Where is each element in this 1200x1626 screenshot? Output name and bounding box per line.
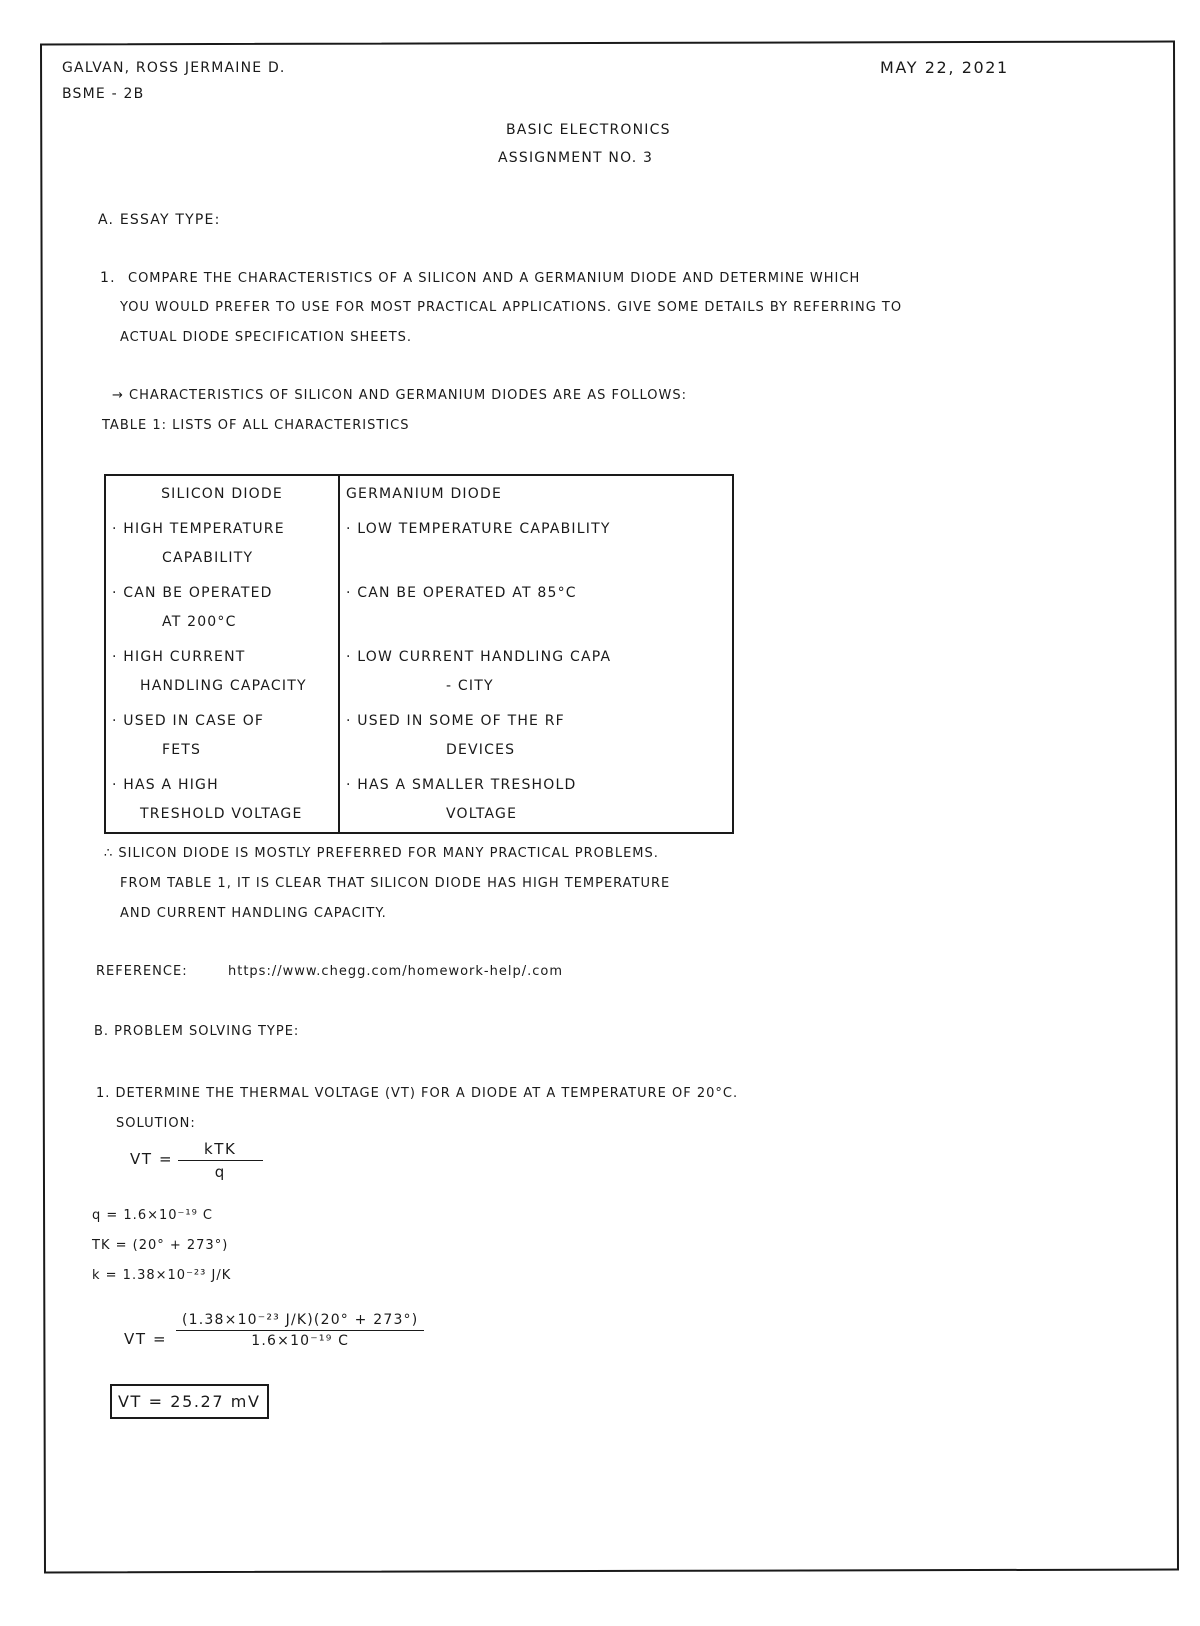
formula-fraction (178, 1140, 263, 1181)
conclusion-line: FROM TABLE 1, IT IS CLEAR THAT SILICON DIODE HAS HIGH TEMPERATURE (120, 876, 671, 891)
table-row (105, 576, 733, 640)
conclusion-line: AND CURRENT HANDLING CAPACITY. (120, 906, 387, 921)
assignment-title: ASSIGNMENT NO. 3 (498, 150, 654, 166)
table-row (105, 640, 733, 704)
question-a1-number: 1. (100, 270, 116, 286)
germanium-text: DEVICES (446, 742, 516, 758)
germanium-cell (339, 704, 733, 768)
silicon-text: AT 200°C (162, 614, 237, 630)
course-title: BASIC ELECTRONICS (506, 122, 671, 138)
germanium-text: - CITY (446, 678, 494, 694)
given-value: TK = (20° + 273°) (92, 1238, 229, 1253)
solution-label: SOLUTION: (116, 1116, 196, 1131)
table-row (105, 704, 733, 768)
table-header-row (105, 475, 733, 512)
germanium-text: · USED IN SOME OF THE RF (346, 713, 565, 729)
silicon-text: · HIGH TEMPERATURE (112, 521, 285, 537)
silicon-cell (105, 704, 339, 768)
substituted-numerator: (1.38×10⁻²³ J/K)(20° + 273°) (176, 1312, 424, 1331)
silicon-text: CAPABILITY (162, 550, 254, 566)
question-a1-line: YOU WOULD PREFER TO USE FOR MOST PRACTICAL APPLICATIONS. GIVE SOME DETAILS BY REFERRING TO (120, 300, 903, 315)
silicon-text: · HIGH CURRENT (112, 649, 246, 665)
formula-numerator: kTK (178, 1140, 263, 1161)
silicon-text: HANDLING CAPACITY (140, 678, 307, 694)
table-header-silicon: SILICON DIODE (105, 475, 339, 512)
silicon-cell (105, 512, 339, 576)
diode-comparison-table (104, 474, 734, 834)
germanium-cell (339, 640, 733, 704)
germanium-cell (339, 768, 733, 833)
table-header-germanium: GERMANIUM DIODE (339, 475, 733, 512)
formula-denominator: q (214, 1163, 226, 1181)
germanium-text: · CAN BE OPERATED AT 85°C (346, 585, 577, 601)
silicon-text: · USED IN CASE OF (112, 713, 265, 729)
conclusion-line: ∴ SILICON DIODE IS MOSTLY PREFERRED FOR MANY PRACTICAL PROBLEMS. (104, 846, 659, 861)
silicon-text: · HAS A HIGH (112, 777, 219, 793)
part-a-heading: A. ESSAY TYPE: (98, 212, 221, 228)
germanium-text: · HAS A SMALLER TRESHOLD (346, 777, 577, 793)
reference-label: REFERENCE: (96, 964, 188, 979)
substituted-denominator: 1.6×10⁻¹⁹ C (251, 1333, 350, 1349)
question-a1-line: ACTUAL DIODE SPECIFICATION SHEETS. (120, 330, 413, 345)
substituted-lhs: VT = (124, 1330, 168, 1348)
silicon-cell (105, 576, 339, 640)
germanium-text: · LOW CURRENT HANDLING CAPA (346, 649, 612, 665)
table-row (105, 512, 733, 576)
germanium-text: VOLTAGE (446, 806, 518, 822)
substituted-fraction (176, 1312, 424, 1349)
given-value: k = 1.38×10⁻²³ J/K (92, 1268, 232, 1283)
question-a1-line: COMPARE THE CHARACTERISTICS OF A SILICON AND A GERMANIUM DIODE AND DETERMINE WHICH (128, 271, 861, 286)
formula-lhs: VT = (130, 1150, 174, 1168)
question-b1: 1. DETERMINE THE THERMAL VOLTAGE (VT) FOR A DIODE AT A TEMPERATURE OF 20°C. (96, 1086, 739, 1101)
germanium-cell (339, 576, 733, 640)
final-answer-box: VT = 25.27 mV (110, 1384, 269, 1419)
germanium-text: · LOW TEMPERATURE CAPABILITY (346, 521, 611, 537)
assignment-date: MAY 22, 2021 (880, 58, 1009, 77)
silicon-cell (105, 768, 339, 833)
reference-link[interactable]: https://www.chegg.com/homework-help/.com (228, 964, 563, 979)
student-name: GALVAN, ROSS JERMAINE D. (62, 60, 286, 76)
table-caption: TABLE 1: LISTS OF ALL CHARACTERISTICS (102, 418, 410, 433)
silicon-cell (105, 640, 339, 704)
germanium-cell (339, 512, 733, 576)
given-value: q = 1.6×10⁻¹⁹ C (92, 1208, 214, 1223)
table-row (105, 768, 733, 833)
characteristics-intro: → CHARACTERISTICS OF SILICON AND GERMANIUM DIODES ARE AS FOLLOWS: (112, 388, 687, 403)
student-section: BSME - 2B (62, 86, 145, 102)
part-b-heading: B. PROBLEM SOLVING TYPE: (94, 1024, 300, 1039)
silicon-text: TRESHOLD VOLTAGE (140, 806, 303, 822)
silicon-text: · CAN BE OPERATED (112, 585, 273, 601)
silicon-text: FETS (162, 742, 202, 758)
